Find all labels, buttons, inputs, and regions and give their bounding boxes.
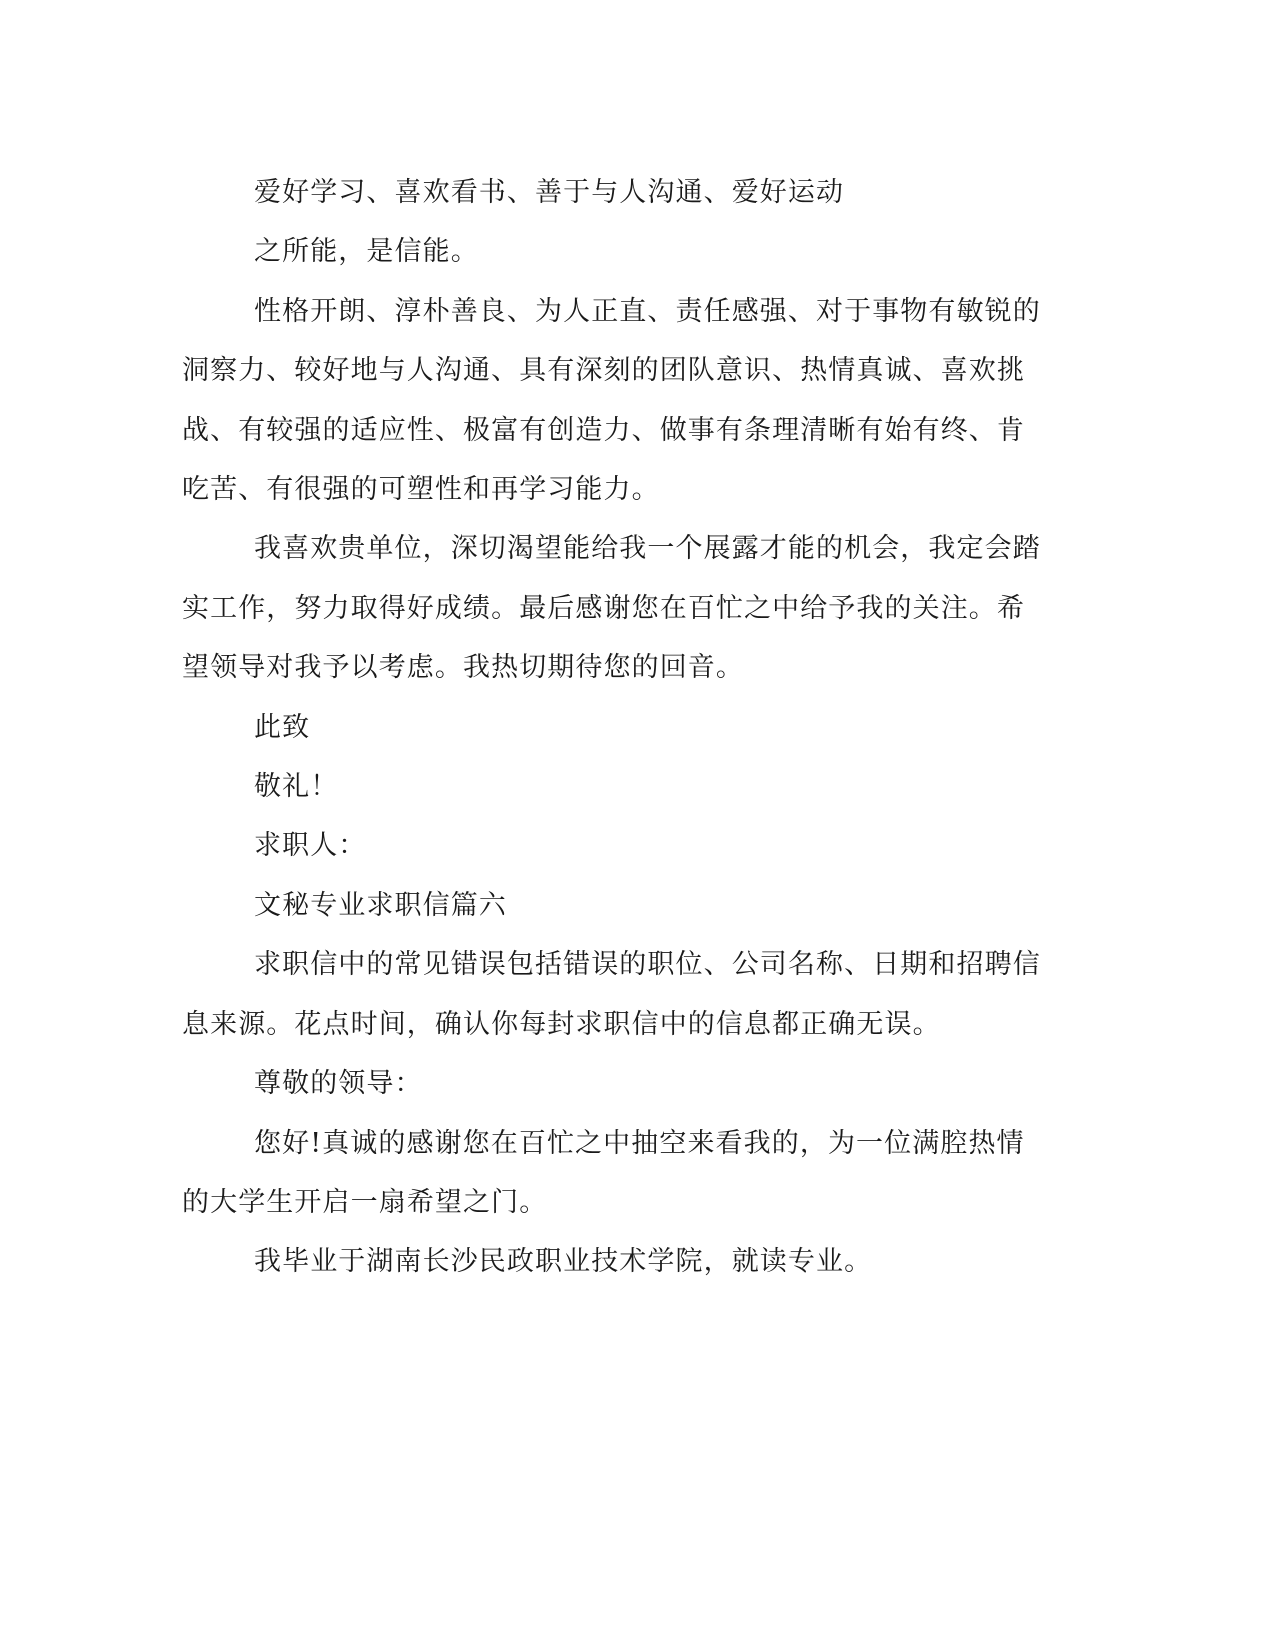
section-heading: 文秘专业求职信篇六 [254, 889, 507, 921]
paragraph-motto: 之所能，是信能。 [254, 236, 479, 268]
paragraph-common-errors: 求职信中的常见错误包括错误的职位、公司名称、日期和招聘信息来源。花点时间，确认你每封求职信中的信息都正确无误。 [182, 949, 1041, 1040]
applicant-signature: 求职人： [254, 830, 367, 862]
paragraph-graduation: 我毕业于湖南长沙民政职业技术学院，就读专业。 [254, 1246, 873, 1278]
paragraph-hobbies: 爱好学习、喜欢看书、善于与人沟通、爱好运动 [254, 177, 845, 208]
salutation-jingli: 敬礼！ [254, 771, 339, 803]
salutation-cizhi: 此致 [254, 711, 311, 743]
document-body [182, 163, 1042, 1292]
paragraph-closing-wish: 我喜欢贵单位，深切渴望能给我一个展露才能的机会，我定会踏实工作，努力取得好成绩。最后感谢您在百忙之中给予我的关注。希望领导对我予以考虑。我热切期待您的回音。 [182, 533, 1041, 684]
paragraph-personality: 性格开朗、淳朴善良、为人正直、责任感强、对于事物有敏锐的洞察力、较好地与人沟通、具有深刻的团队意识、热情真诚、喜欢挑战、有较强的适应性、极富有创造力、做事有条理清晰有始有终、肯吃苦、有很强的可塑性和再学习能力。 [182, 295, 1041, 506]
greeting-leader: 尊敬的领导： [254, 1068, 423, 1100]
paragraph-thanks: 您好!真诚的感谢您在百忙之中抽空来看我的，为一位满腔热情的大学生开启一扇希望之门。 [182, 1127, 1025, 1218]
